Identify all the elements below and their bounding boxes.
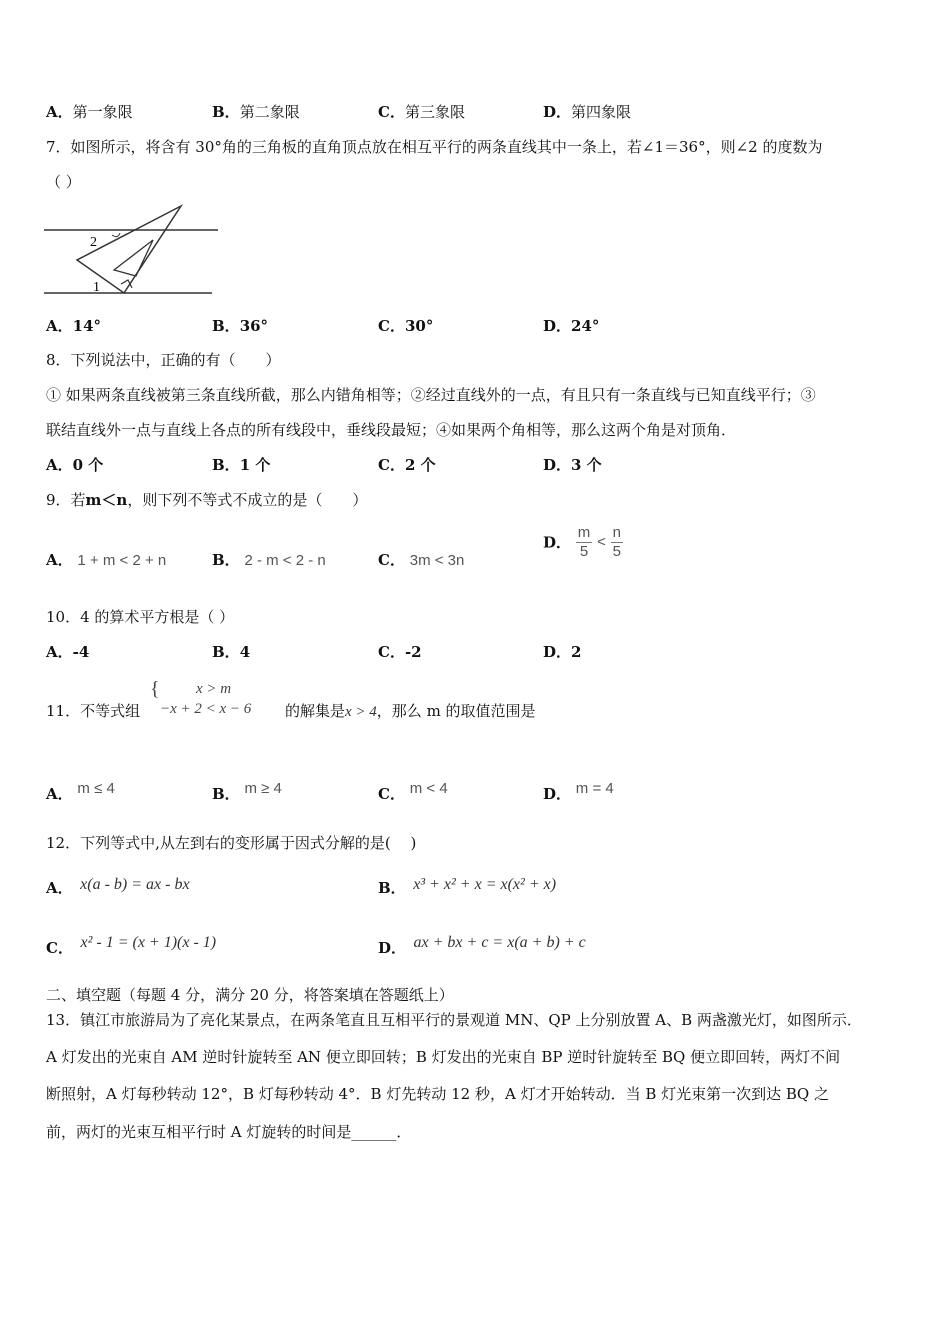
q6-option-d: D．第四象限: [543, 103, 632, 121]
section2-heading: 二、填空题（每题 4 分，满分 20 分，将答案填在答题纸上）: [46, 986, 454, 1004]
q11-option-d: D． m = 4: [543, 780, 614, 803]
q11-system-line2: −x + 2 < x − 6: [160, 701, 252, 717]
q9-option-d: D． $\frac{m}{5}$ < $\frac{n}{5}$: [543, 524, 621, 560]
q11-option-c: C． m < 4: [378, 780, 448, 803]
q7-option-b: B．36°: [212, 317, 269, 335]
angle1-label: 1: [93, 280, 100, 295]
q13-line2: A 灯发出的光束自 AM 逆时针旋转至 AN 便立即回转；B 灯发出的光束自 BP 逆时针旋转至 BQ 便立即回转，两灯不间: [46, 1048, 841, 1066]
q9-condition: m＜n: [85, 491, 128, 509]
q11-brace: {: [150, 678, 160, 700]
q12-option-d: D． ax + bx + c = x(a + b) + c: [378, 934, 586, 957]
q11-rest: 的解集是x > 4，那么 m 的取值范围是: [285, 702, 536, 720]
q10-option-a: A．-4: [46, 643, 90, 661]
q8-option-b: B．1 个: [212, 456, 271, 474]
q6-option-c: C．第三象限: [378, 103, 465, 121]
q13-line4: 前，两灯的光束互相平行时 A 灯旋转的时间是______．: [46, 1123, 412, 1141]
q11-system-line1: x > m: [196, 681, 232, 697]
q6-option-a: A．第一象限: [46, 103, 133, 121]
q8-option-a: A．0 个: [46, 456, 104, 474]
q8-option-c: C．2 个: [378, 456, 436, 474]
q13-line1: 13．镇江市旅游局为了亮化某景点，在两条笔直且互相平行的景观道 MN、QP 上分别放置 A、B 两盏激光灯，如图所示．: [46, 1011, 862, 1029]
angle2-arc: [112, 233, 120, 237]
q6-option-b: B．第二象限: [212, 103, 300, 121]
q9-option-b: B． 2 - m < 2 - n: [212, 551, 326, 569]
q12-option-a: A． x(a - b) = ax - bx: [46, 876, 190, 897]
q7-stem: 7．如图所示，将含有 30°角的三角板的直角顶点放在相互平行的两条直线其中一条上，若∠1＝36°，则∠2 的度数为: [46, 138, 823, 156]
q13-line3: 断照射，A 灯每秒转动 12°，B 灯每秒转动 4°．B 灯先转动 12 秒，A 灯才开始转动．当 B 灯光束第一次到达 BQ 之: [46, 1085, 829, 1103]
q9-stem: 9．若m＜n，则下列不等式不成立的是（ ）: [46, 491, 368, 509]
q7-paren: （ ）: [46, 173, 81, 191]
angle2-label: 2: [90, 235, 97, 250]
q10-option-c: C．-2: [378, 643, 422, 661]
q9-option-c: C． 3m < 3n: [378, 551, 465, 569]
q11-option-a: A． m ≤ 4: [46, 780, 115, 803]
q12-stem: 12．下列等式中,从左到右的变形属于因式分解的是( ): [46, 834, 417, 852]
q10-stem: 10．4 的算术平方根是（ ）: [46, 608, 235, 626]
q12-option-c: C． x² - 1 = (x + 1)(x - 1): [46, 934, 217, 957]
q8-statements-line1: ① 如果两条直线被第三条直线所截，那么内错角相等；②经过直线外的一点，有且只有一条直线与已知直线平行；③: [46, 386, 816, 404]
q11-option-b: B． m ≥ 4: [212, 780, 282, 803]
q9-option-a: A． 1 + m < 2 + n: [46, 551, 167, 569]
q7-triangle-figure: [44, 202, 220, 300]
q8-option-d: D．3 个: [543, 456, 602, 474]
q11-pre: 11．不等式组: [46, 702, 141, 720]
q8-stem: 8．下列说法中，正确的有（ ）: [46, 351, 281, 369]
right-angle-mark: [121, 280, 132, 288]
q10-option-d: D．2: [543, 643, 582, 661]
q10-option-b: B．4: [212, 643, 251, 661]
q7-option-d: D．24°: [543, 317, 600, 335]
q12-option-b: B． x³ + x² + x = x(x² + x): [378, 876, 557, 897]
fraction-n-over-5: $\frac{n}{5}$: [612, 524, 621, 560]
q7-option-c: C．30°: [378, 317, 434, 335]
fraction-m-over-5: $\frac{m}{5}$: [577, 524, 591, 560]
q8-statements-line2: 联结直线外一点与直线上各点的所有线段中，垂线段最短；④如果两个角相等，那么这两个角是对顶角．: [46, 421, 737, 439]
q7-option-a: A．14°: [46, 317, 102, 335]
